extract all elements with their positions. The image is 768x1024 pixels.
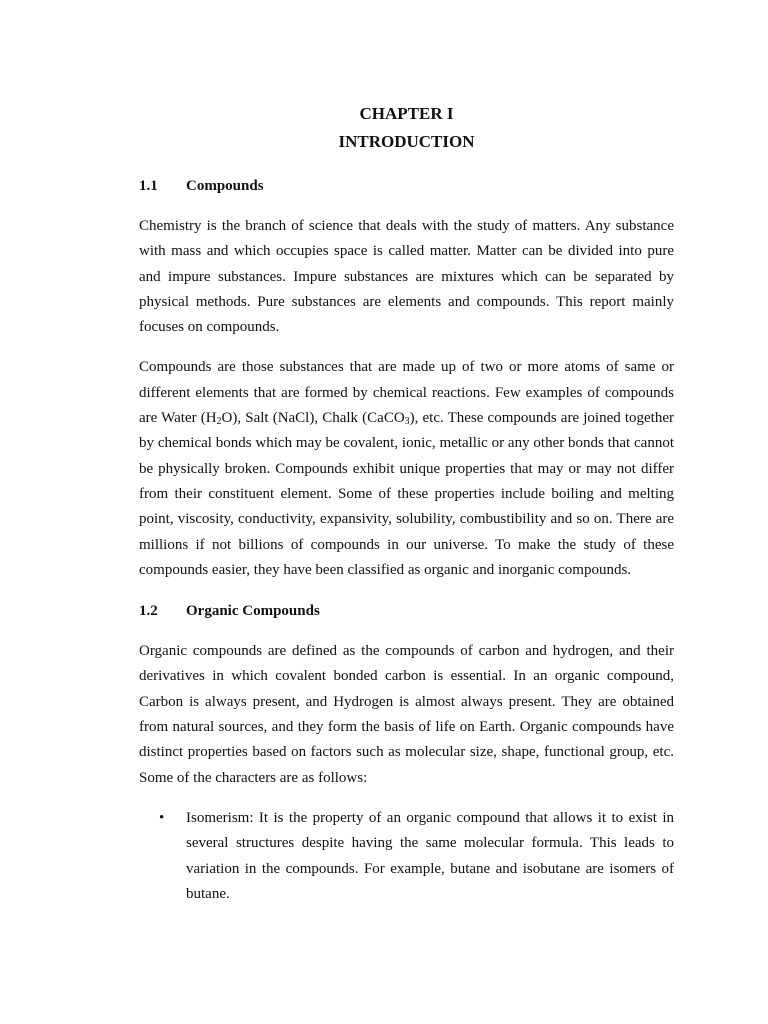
paragraph-compounds-intro: Chemistry is the branch of science that deals with the study of matters. Any substance with mass and which occupies space is called matter. Matter can be divided into pure and impure substances. Impure substances are mixtures which can be separated by physical methods. Pure substances are elements and compounds. This report mainly focuses on compounds. (139, 218, 674, 336)
bullet-icon: • (159, 809, 165, 826)
section-title: Compounds (186, 178, 264, 194)
list-item-text: Isomerism: It is the property of an organic compound that allows it to exist in several structures despite having the same molecular formula. This leads to variation in the compounds. For example, butane and isobutane are isomers of butane. (186, 809, 674, 902)
section-number: 1.2 (139, 603, 158, 620)
subscript-2: 2 (216, 416, 222, 428)
chapter-number: CHAPTER I (359, 104, 454, 123)
characteristics-list (139, 806, 674, 907)
subscript-3: 3 (404, 416, 410, 428)
document-page (139, 100, 674, 907)
paragraph-compounds-detail: Compounds are those substances that are made up of two or more atoms of same or different elements that are formed by chemical reactions. Few examples of compounds are Water $(H_2O)$, Salt (NaCl), Chalk (CaCO$_3$), etc. These compounds are joined together by chemical bonds which may be covalent, ionic, metallic or any other bonds that cannot be physically broken. Compounds exhibit unique properties that may or may not differ from their constituent element. Some of these properties include boiling and melting point, viscosity, conductivity, expansivity, solubility, combustibility and so on. There are millions if not billions of compounds in our universe. To make the study of these compounds easier, they have been classified as organic and inorganic compounds. (139, 359, 674, 578)
chapter-title: INTRODUCTION (338, 132, 475, 151)
list-item (139, 806, 674, 907)
section-heading-organic-compounds (139, 601, 674, 621)
section-title: Organic Compounds (186, 603, 320, 620)
section-number: 1.1 (139, 178, 158, 194)
section-heading-compounds (139, 176, 674, 196)
paragraph-organic-compounds: Organic compounds are defined as the compounds of carbon and hydrogen, and their derivatives in which covalent bonded carbon is essential. In an organic compound, Carbon is always present, and Hydrogen is almost always present. They are obtained from natural sources, and they form the basis of life on Earth. Organic compounds have distinct properties based on factors such as molecular size, shape, functional group, etc. Some of the characters are as follows: (139, 643, 674, 786)
